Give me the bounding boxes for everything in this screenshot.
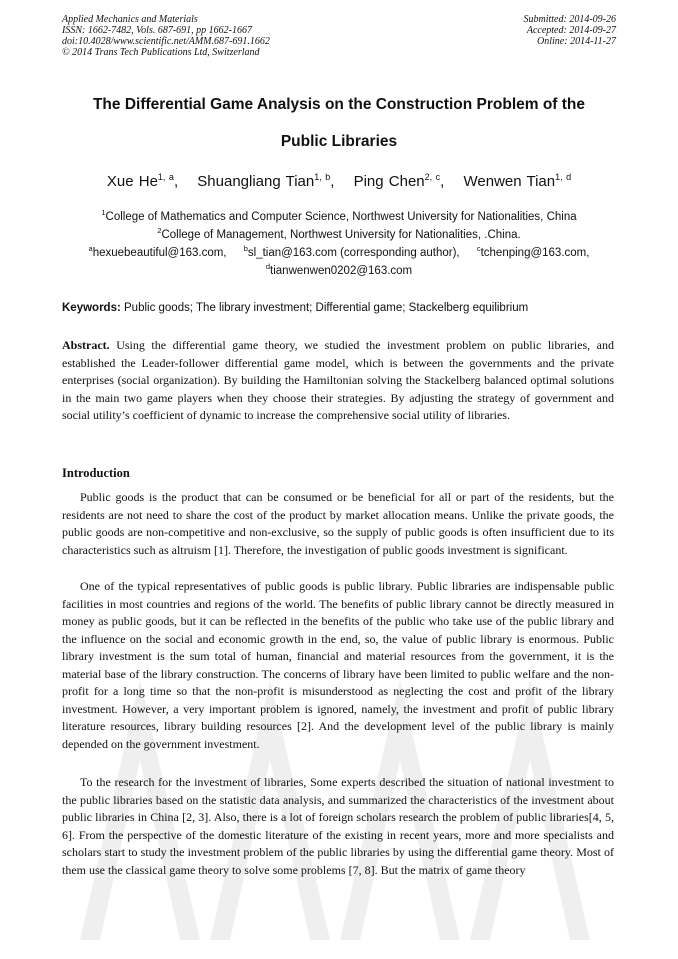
abstract-label: Abstract. xyxy=(62,338,110,352)
abstract-text: Using the differential game theory, we studied the investment problem on public libraries, and established the Leader-follower differential game model, which is between the governments and the private enterprises (social organization). By building the Hamiltonian solving the Stackelberg balanced optimal solutions in the main two game players when they choose their strategies. By adjusting the strategy of government and social utility’s coefficient of dynamic to increase the comprehensive social utility of libraries. xyxy=(62,338,615,423)
section-heading-introduction: Introduction xyxy=(62,466,130,480)
author-name: Shuangliang Tian xyxy=(197,173,315,190)
email-address[interactable]: tianwenwen0202@163.com xyxy=(270,264,413,277)
email-line xyxy=(62,244,616,259)
affiliation-superscript: 1 xyxy=(101,208,106,217)
author-name: Ping Chen xyxy=(353,173,425,190)
journal-name: Applied Mechanics and Materials xyxy=(62,14,198,25)
email-superscript: d xyxy=(265,262,271,271)
author-superscript: 1, a xyxy=(157,172,174,182)
keywords-label: Keywords: xyxy=(62,302,121,314)
email-address[interactable]: tchenping@163.com, xyxy=(480,246,590,259)
email-superscript: c xyxy=(476,244,481,253)
doi-line: doi:10.4028/www.scientific.net/AMM.687-691.1662 xyxy=(62,36,270,47)
email-address[interactable]: hexuebeautiful@163.com, xyxy=(92,246,227,259)
accepted-date: Accepted: 2014-09-27 xyxy=(526,25,616,36)
keywords-text: Public goods; The library investment; Differential game; Stackelberg equilibrium xyxy=(124,302,529,314)
author-superscript: 1, d xyxy=(555,172,572,182)
keywords xyxy=(62,302,616,314)
affiliation-text: College of Mathematics and Computer Science, Northwest University for Nationalities, China xyxy=(105,210,577,223)
intro-paragraph-1: Public goods is the product that can be consumed or be beneficial for all or part of the residents, but the residents are not need to share the cost of the product by market allocation means. Unlike the private goods, the public goods are non-competitive and non-exclusive, so the supply of public goods is often insufficient due to its characteristics such as altruism [1]. Therefore, the investigation of public goods investment is significant. xyxy=(62,490,614,557)
author-superscript: 1, b xyxy=(314,172,331,182)
email-superscript: a xyxy=(88,244,93,253)
paper-title-line-2: Public Libraries xyxy=(280,133,398,150)
intro-paragraph-3: To the research for the investment of libraries, Some experts described the situation of national investment to the public libraries based on the statistic data analysis, and summarized the characteristics of the investment about public libraries in China [2, 3]. Also, there is a lot of foreign scholars research the problem of public libraries[4, 5, 6]. From the perspective of the domestic literature of the existing in recent years, more and more specialists and scholars start to study the investment problem of the public libraries by using the differential game theory. Most of them use the classical game theory to solve some problems [7, 8]. But the matrix of game theory xyxy=(62,775,614,877)
intro-paragraph-2: One of the typical representatives of public goods is public library. Public libraries are indispensable public facilities in most countries and regions of the world. The benefits of public library cannot be directly measured in money as public goods, but it can be reflected in the benefits of the public who take use of the public library and the influence on the social and economic growth in the end, so, the value of public library is enormous. Public library investment is the sum total of human, financial and material resources from the government, it is the material base of the library construction. The concerns of library have been limited to public welfare and the non-profit for a long time so that the non-profit is misunderstood as neglecting the cost and profit of the library investment. However, a very important problem is ignored, namely, the investment and profit of public library literature resources, library building resources [2]. And the development level of the public library is mainly depended on the government investment. xyxy=(62,579,614,751)
email-superscript: b xyxy=(243,244,248,253)
online-date: Online: 2014-11-27 xyxy=(537,36,616,47)
author-name: Xue He xyxy=(106,173,158,190)
affiliation-2 xyxy=(62,226,616,241)
publication-dates xyxy=(524,14,617,47)
author-superscript: 2, c xyxy=(424,172,441,182)
copyright-line: © 2014 Trans Tech Publications Ltd, Switzerland xyxy=(62,47,260,58)
email-line-2 xyxy=(62,262,616,277)
paper-title-line-1: The Differential Game Analysis on the Construction Problem of the xyxy=(92,96,586,113)
affiliation-superscript: 2 xyxy=(157,226,162,235)
issn-line: ISSN: 1662-7482, Vols. 687-691, pp 1662-1667 xyxy=(62,25,252,36)
author-list: Xue He$^{1, a}$, Shuangliang Tian$^{1, b}$, Ping Chen$^{2, c}$, Wenwen Tian$^{1, d}$ xyxy=(106,172,572,190)
author-name: Wenwen Tian xyxy=(463,173,556,190)
email-address[interactable]: sl_tian@163.com (corresponding author), xyxy=(247,246,460,259)
abstract xyxy=(62,337,614,425)
journal-info xyxy=(62,14,270,58)
affiliation-text: College of Management, Northwest University for Nationalities, .China. xyxy=(161,228,521,241)
affiliation-1 xyxy=(62,208,616,223)
submitted-date: Submitted: 2014-09-26 xyxy=(523,14,616,25)
